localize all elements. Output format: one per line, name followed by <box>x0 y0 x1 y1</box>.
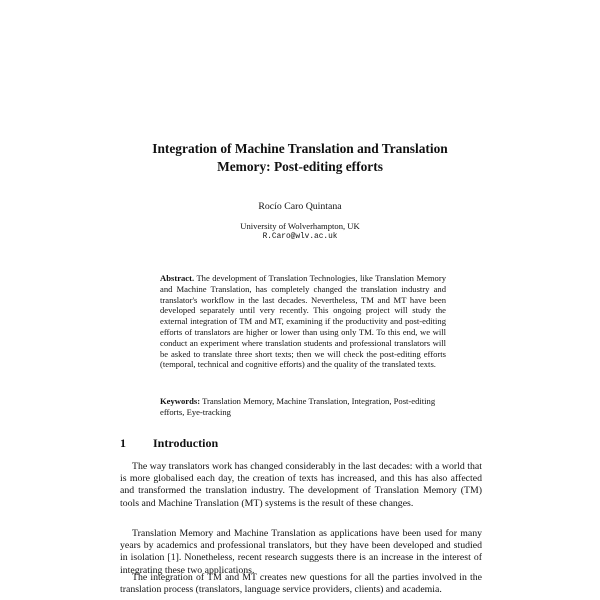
body-paragraph: The way translators work has changed considerably in the last decades: with a world that is more globalised each day, the creation of texts has increased, and this has also affected and transformed the translation industry. The development of Translation Memory (TM) tools and Machine Translation (MT) systems is the result of these changes. <box>120 461 482 509</box>
abstract-label: Abstract. <box>160 273 195 283</box>
paper-title <box>100 140 500 176</box>
abstract <box>160 273 446 370</box>
author-name: Rocío Caro Quintana <box>258 201 342 212</box>
body-paragraph: The integration of TM and MT creates new questions for all the parties involved in the translation process (translators, language service providers, clients) and academia. <box>120 572 482 596</box>
section-heading-introduction <box>120 436 480 451</box>
section-title: Introduction <box>153 436 219 450</box>
section-number: 1 <box>120 436 126 450</box>
paper-title-line-1: Integration of Machine Translation and Translation <box>152 141 448 156</box>
abstract-text: The development of Translation Technologies, like Translation Memory and Machine Translation, has completely changed the translation industry and translator's workflow in the last decades. Nevertheless, TM and MT have been developed separately until very recently. This ongoing project will study the external integration of TM and MT, examining if the productivity and post-editing efforts of translators are higher or lower than using only TM. To this end, we will conduct an experiment where translation students and professional translators will be asked to translate three short texts; then we will check the post-editing efforts (temporal, technical and cognitive efforts) and the quality of the translated texts. <box>160 273 446 370</box>
paper-title-line-2: Memory: Post-editing efforts <box>217 159 383 174</box>
keywords-label: Keywords: <box>160 396 201 406</box>
keywords <box>160 396 446 418</box>
author-email: R.Caro@wlv.ac.uk <box>262 233 338 241</box>
author-affiliation: University of Wolverhampton, UK <box>240 221 360 231</box>
body-paragraph: Translation Memory and Machine Translation as applications have been used for many years by academics and professional translators, but they have been developed and studied in isolation [1]. Nonetheless, recent research suggests there is an increase in the interest of integrating these two applications. <box>120 528 482 576</box>
keywords-text: Translation Memory, Machine Translation, Integration, Post-editing efforts, Eye-tracking <box>160 396 436 417</box>
